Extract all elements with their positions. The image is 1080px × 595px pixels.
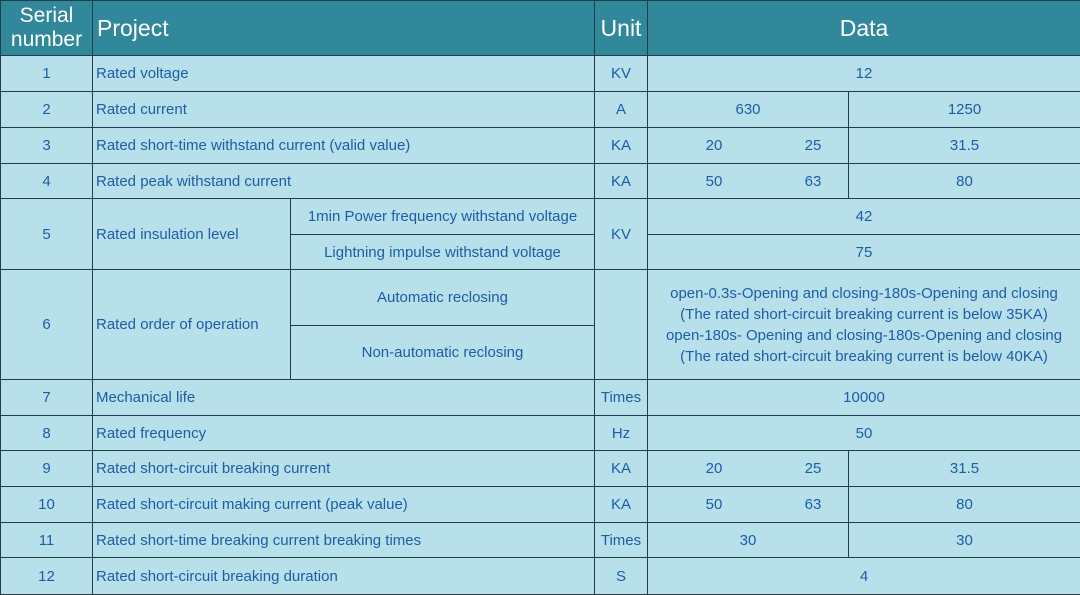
data-cell-b: 30: [849, 523, 1080, 558]
unit-cell: KA: [595, 164, 648, 199]
sub-project-cell: 1min Power frequency withstand voltage: [291, 199, 595, 235]
serial-cell: 8: [1, 416, 93, 451]
data-value-a2: 63: [780, 496, 846, 513]
project-cell: Rated short-circuit making current (peak value): [93, 487, 595, 523]
operation-line: open-180s- Opening and closing-180s-Opening and closing: [648, 325, 1080, 346]
table-row: [1, 128, 1080, 164]
data-cell-b: 80: [849, 487, 1080, 523]
unit-cell: S: [595, 558, 648, 595]
serial-cell: 10: [1, 487, 93, 523]
unit-cell: Hz: [595, 416, 648, 451]
operation-line: (The rated short-circuit breaking current is below 35KA): [648, 304, 1080, 325]
table-row: [1, 558, 1080, 595]
serial-cell: 2: [1, 92, 93, 128]
unit-cell: Times: [595, 380, 648, 416]
table-row: [1, 451, 1080, 487]
unit-cell: KA: [595, 451, 648, 487]
data-value-a2: 25: [780, 137, 846, 154]
data-cell: 75: [648, 235, 1080, 270]
serial-cell: 9: [1, 451, 93, 487]
header-project: Project: [93, 1, 595, 56]
project-cell: Rated short-time withstand current (valid value): [93, 128, 595, 164]
data-value-a2: 25: [780, 460, 846, 477]
data-cell: 50: [648, 416, 1080, 451]
serial-cell: 4: [1, 164, 93, 199]
data-cell-a: 30: [648, 523, 849, 558]
project-cell: Rated short-circuit breaking duration: [93, 558, 595, 595]
data-cell-a: [648, 128, 849, 164]
data-value-a1: 20: [648, 460, 780, 477]
project-cell: Mechanical life: [93, 380, 595, 416]
operation-sequence-cell: [648, 270, 1080, 380]
data-cell-a: [648, 487, 849, 523]
data-value-a1: 50: [648, 496, 780, 513]
data-value-a1: 50: [648, 173, 780, 190]
data-cell: 42: [648, 199, 1080, 235]
serial-cell: 6: [1, 270, 93, 380]
data-cell-a: [648, 451, 849, 487]
project-cell: Rated short-circuit breaking current: [93, 451, 595, 487]
unit-cell: KV: [595, 199, 648, 270]
unit-cell: A: [595, 92, 648, 128]
operation-line: (The rated short-circuit breaking current is below 40KA): [648, 346, 1080, 367]
table-row: [1, 56, 1080, 92]
sub-project-cell: Automatic reclosing: [291, 270, 595, 326]
data-cell: 4: [648, 558, 1080, 595]
header-unit: Unit: [595, 1, 648, 56]
header-data: Data: [648, 1, 1080, 56]
project-cell: Rated frequency: [93, 416, 595, 451]
table-row: [1, 164, 1080, 199]
table-row: [1, 92, 1080, 128]
data-cell-a: [648, 164, 849, 199]
data-cell-b: 31.5: [849, 451, 1080, 487]
table-row: [1, 270, 1080, 326]
serial-cell: 7: [1, 380, 93, 416]
project-cell: Rated short-time breaking current breaking times: [93, 523, 595, 558]
project-cell: Rated current: [93, 92, 595, 128]
project-cell: Rated peak withstand current: [93, 164, 595, 199]
sub-project-cell: Non-automatic reclosing: [291, 326, 595, 380]
sub-project-cell: Lightning impulse withstand voltage: [291, 235, 595, 270]
data-cell-b: 80: [849, 164, 1080, 199]
table-row: [1, 199, 1080, 235]
serial-cell: 5: [1, 199, 93, 270]
operation-line: open-0.3s-Opening and closing-180s-Opening and closing: [648, 283, 1080, 304]
serial-cell: 1: [1, 56, 93, 92]
data-value-a1: 20: [648, 137, 780, 154]
data-cell: 10000: [648, 380, 1080, 416]
serial-cell: 3: [1, 128, 93, 164]
serial-cell: 11: [1, 523, 93, 558]
project-cell: Rated order of operation: [93, 270, 291, 380]
project-cell: Rated voltage: [93, 56, 595, 92]
header-row: [1, 1, 1080, 56]
data-cell: 12: [648, 56, 1080, 92]
header-serial-number: Serial number: [1, 1, 93, 56]
table-row: [1, 523, 1080, 558]
unit-cell: [595, 270, 648, 380]
data-value-a2: 63: [780, 173, 846, 190]
serial-cell: 12: [1, 558, 93, 595]
data-cell-b: 31.5: [849, 128, 1080, 164]
data-cell-a: 630: [648, 92, 849, 128]
unit-cell: KA: [595, 128, 648, 164]
table-row: [1, 416, 1080, 451]
table-row: [1, 380, 1080, 416]
unit-cell: KA: [595, 487, 648, 523]
project-cell: Rated insulation level: [93, 199, 291, 270]
unit-cell: Times: [595, 523, 648, 558]
unit-cell: KV: [595, 56, 648, 92]
data-cell-b: 1250: [849, 92, 1080, 128]
table-row: [1, 487, 1080, 523]
